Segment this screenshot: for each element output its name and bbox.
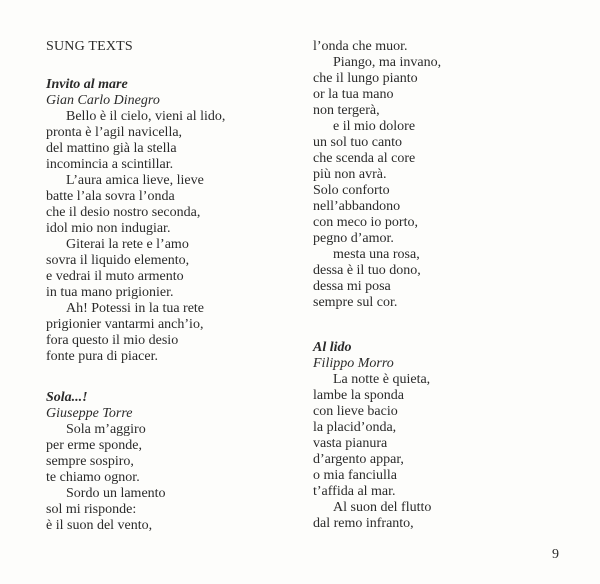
poem-line: batte l’ala sovra l’onda (46, 189, 175, 204)
poem-line: prigionier vantarmi anch’io, (46, 317, 204, 332)
poem-line: Al suon del flutto (333, 500, 432, 515)
poem-author: Giuseppe Torre (46, 406, 133, 421)
poem-line: Giterai la rete e l’amo (66, 237, 189, 252)
poem-line: la placid’onda, (313, 420, 397, 435)
section-heading: SUNG TEXTS (46, 39, 133, 54)
poem-line: L’aura amica lieve, lieve (66, 173, 204, 188)
poem-line: nell’abbandono (313, 199, 401, 214)
poem-line: dal remo infranto, (313, 516, 414, 531)
poem-line: Sola m’aggiro (66, 422, 146, 437)
poem-line: vasta pianura (313, 436, 388, 451)
poem-line: sovra il liquido elemento, (46, 253, 190, 268)
poem-line: è il suon del vento, (46, 518, 153, 533)
poem-line: fonte pura di piacer. (46, 349, 158, 364)
poem-line: La notte è quieta, (333, 372, 431, 387)
poem-line: del mattino già la stella (46, 141, 177, 156)
poem-line: e il mio dolore (333, 119, 416, 134)
poem-al-lido (313, 340, 431, 532)
poem-line: mesta una rosa, (333, 247, 420, 262)
poem-line: or la tua mano (313, 87, 394, 102)
poem-line: lambe la sponda (313, 388, 404, 403)
poem-line: non tergerà, (313, 103, 380, 118)
poem-line: dessa mi posa (313, 279, 391, 294)
poem-line: incomincia a scintillar. (46, 157, 174, 172)
poem-line: Bello è il cielo, vieni al lido, (66, 109, 226, 124)
poem-line: con lieve bacio (313, 404, 398, 419)
poem-line: con meco io porto, (313, 215, 418, 230)
poem-line: pegno d’amor. (313, 231, 394, 246)
poem-line: più non avrà. (313, 167, 387, 182)
poem-line: l’onda che muor. (313, 39, 408, 54)
poem-line: sol mi risponde: (46, 502, 137, 517)
poem-line: che scenda al core (313, 151, 416, 166)
poem-line: che il lungo pianto (313, 71, 418, 86)
poem-line: e vedrai il muto armento (46, 269, 184, 284)
page-number: 9 (552, 547, 559, 562)
poem-line: che il desio nostro seconda, (46, 205, 201, 220)
poem-line: pronta è l’agil navicella, (46, 125, 183, 140)
poem-line: d’argento appar, (313, 452, 404, 467)
poem-line: Sordo un lamento (66, 486, 166, 501)
poem-author: Gian Carlo Dinegro (46, 93, 160, 108)
poem-line: idol mio non indugiar. (46, 221, 171, 236)
poem-line: un sol tuo canto (313, 135, 403, 150)
poem-title: Sola...! (46, 390, 88, 405)
poem-line: Piango, ma invano, (333, 55, 442, 70)
poem-author: Filippo Morro (313, 356, 394, 371)
poem-title: Al lido (313, 340, 352, 355)
poem-line: sempre sul cor. (313, 295, 398, 310)
poem-line: in tua mano prigionier. (46, 285, 174, 300)
poem-invito-al-mare (46, 77, 225, 365)
poem-line: per erme sponde, (46, 438, 143, 453)
poem-line: t’affida al mar. (313, 484, 396, 499)
poem-line: Ah! Potessi in la tua rete (66, 301, 205, 316)
poem-line: Solo conforto (313, 183, 390, 198)
poem-line: te chiamo ognor. (46, 470, 140, 485)
poem-line: sempre sospiro, (46, 454, 134, 469)
poem-sola-continued (313, 39, 441, 311)
poem-sola (46, 390, 166, 534)
poem-line: o mia fanciulla (313, 468, 397, 483)
poem-title: Invito al mare (46, 77, 128, 92)
poem-line: dessa è il tuo dono, (313, 263, 421, 278)
poem-line: fora questo il mio desio (46, 333, 179, 348)
